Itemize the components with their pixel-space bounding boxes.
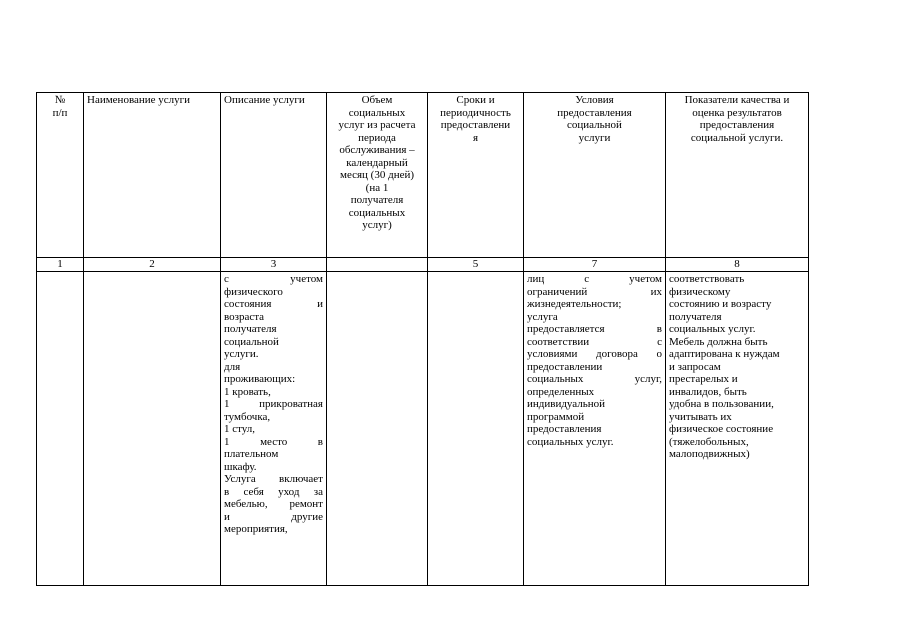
header-text-line: услуг) bbox=[362, 219, 392, 231]
cell-text-line: определенных bbox=[527, 385, 595, 398]
header-cell-conditions bbox=[524, 93, 666, 258]
header-text-line: предоставления bbox=[699, 119, 775, 131]
row-number-cell bbox=[37, 272, 84, 586]
cell-text-line: физического bbox=[224, 285, 283, 298]
cell-text-line: плательном bbox=[224, 448, 279, 460]
cell-text-line: учитывать их bbox=[669, 410, 732, 423]
header-text-line: месяц (30 дней) bbox=[339, 169, 415, 181]
cell-text-line: мебелью, ремонт bbox=[224, 498, 323, 510]
cell-text-line: проживающих: bbox=[224, 373, 296, 385]
cell-text-line: и запросам bbox=[669, 360, 721, 373]
header-text-line: календарный bbox=[346, 156, 408, 169]
column-number: 3 bbox=[221, 258, 327, 272]
header-text-line: услуг из расчета bbox=[338, 119, 416, 131]
services-table bbox=[36, 92, 809, 586]
cell-text-line: 1 кровать, bbox=[224, 385, 271, 398]
header-cell-description bbox=[221, 93, 327, 258]
table-row bbox=[37, 272, 809, 586]
cell-text-line: жизнедеятельности; bbox=[527, 298, 622, 310]
cell-text-line: социальных услуг. bbox=[527, 435, 614, 448]
header-cell-volume bbox=[327, 93, 428, 258]
header-text-line: я bbox=[472, 131, 479, 144]
cell-text-line: услуги. bbox=[224, 348, 259, 360]
cell-text-line: предоставляется в bbox=[527, 323, 662, 335]
header-text-line: периодичность bbox=[440, 106, 511, 119]
header-text-line: социальных bbox=[348, 106, 406, 119]
cell-text-line: с учетом bbox=[224, 273, 323, 285]
header-text-line: Показатели качества и bbox=[684, 94, 790, 106]
volume-cell bbox=[327, 272, 428, 586]
header-text-line: периода bbox=[358, 131, 396, 144]
cell-text-line: возраста bbox=[224, 310, 265, 323]
description-cell bbox=[221, 272, 327, 586]
cell-text-line: мероприятия, bbox=[224, 523, 288, 535]
table-header-row bbox=[37, 93, 809, 258]
header-text-line: Описание услуги bbox=[224, 94, 305, 106]
cell-text-line: адаптирована к нуждам bbox=[669, 348, 780, 360]
cell-text-line: программой bbox=[527, 410, 585, 423]
service-name-cell bbox=[84, 272, 221, 586]
header-cell-quality bbox=[666, 93, 809, 258]
header-text-line: Объем bbox=[361, 94, 393, 106]
cell-text-line: социальной bbox=[224, 335, 279, 348]
cell-text-line: услуга bbox=[527, 310, 558, 323]
cell-text-line: инвалидов, быть bbox=[669, 385, 747, 398]
column-number: 7 bbox=[524, 258, 666, 272]
header-text-line: Условия bbox=[575, 94, 614, 106]
column-number: 8 bbox=[666, 258, 809, 272]
column-number: 5 bbox=[428, 258, 524, 272]
cell-text-line: состоянию и возрасту bbox=[669, 298, 772, 310]
header-text-line: социальной bbox=[567, 119, 622, 131]
header-text-line: п/п bbox=[52, 106, 68, 119]
header-text-line: оценка результатов bbox=[692, 106, 782, 119]
header-text-line: услуги bbox=[578, 131, 611, 144]
header-text-line: предоставления bbox=[557, 106, 632, 119]
header-text-line: Сроки и bbox=[456, 94, 495, 106]
cell-text-line: получателя bbox=[224, 323, 277, 335]
cell-text-line: состояния и bbox=[224, 298, 323, 310]
cell-text-line: 1 стул, bbox=[224, 423, 256, 435]
column-number: 2 bbox=[84, 258, 221, 272]
cell-text-line: социальных услуг, bbox=[527, 373, 662, 385]
header-cell-number bbox=[37, 93, 84, 258]
header-text-line: социальной услуги. bbox=[690, 131, 784, 144]
cell-text-line: предоставления bbox=[527, 423, 602, 435]
cell-text-line: малоподвижных) bbox=[669, 448, 750, 460]
cell-text-line: получателя bbox=[669, 310, 722, 323]
column-number bbox=[327, 258, 428, 272]
cell-text-line: предоставлении bbox=[527, 360, 603, 373]
cell-text-line: для bbox=[224, 360, 241, 373]
header-text-line: социальных bbox=[348, 206, 406, 219]
cell-text-line: лиц с учетом bbox=[527, 273, 662, 285]
cell-text-line: социальных услуг. bbox=[669, 323, 756, 335]
cell-text-line: в себя уход за bbox=[224, 485, 323, 498]
header-text-line: № bbox=[54, 94, 66, 106]
cell-text-line: индивидуальной bbox=[527, 398, 606, 410]
terms-cell bbox=[428, 272, 524, 586]
cell-text-line: 1 место в bbox=[224, 435, 323, 448]
header-text-line: (на 1 bbox=[365, 181, 389, 194]
column-number: 1 bbox=[37, 258, 84, 272]
cell-text-line: престарелых и bbox=[669, 373, 738, 385]
cell-text-line: и другие bbox=[224, 510, 323, 523]
cell-text-line: шкафу. bbox=[224, 460, 257, 473]
header-text-line: предоставлени bbox=[440, 119, 511, 131]
header-cell-terms bbox=[428, 93, 524, 258]
cell-text-line: ограничений их bbox=[527, 285, 662, 298]
column-number-row bbox=[37, 258, 809, 272]
cell-text-line: 1 прикроватная bbox=[224, 398, 323, 410]
header-cell-service-name bbox=[84, 93, 221, 258]
cell-text-line: соответствовать bbox=[669, 273, 745, 285]
cell-text-line: Мебель должна быть bbox=[669, 335, 768, 348]
cell-text-line: физическое состояние bbox=[669, 423, 774, 435]
cell-text-line: соответствии с bbox=[527, 335, 662, 348]
header-text-line: Наименование услуги bbox=[87, 94, 191, 106]
cell-text-line: физическому bbox=[669, 285, 731, 298]
cell-text-line: (тяжелобольных, bbox=[669, 435, 749, 448]
cell-text-line: Услуга включает bbox=[224, 473, 323, 485]
cell-text-line: удобна в пользовании, bbox=[669, 398, 774, 410]
quality-cell bbox=[666, 272, 809, 586]
conditions-cell bbox=[524, 272, 666, 586]
header-text-line: получателя bbox=[350, 194, 404, 206]
cell-text-line: условиями договора о bbox=[527, 348, 662, 360]
cell-text-line: тумбочка, bbox=[224, 410, 271, 423]
header-text-line: обслуживания – bbox=[339, 144, 415, 156]
